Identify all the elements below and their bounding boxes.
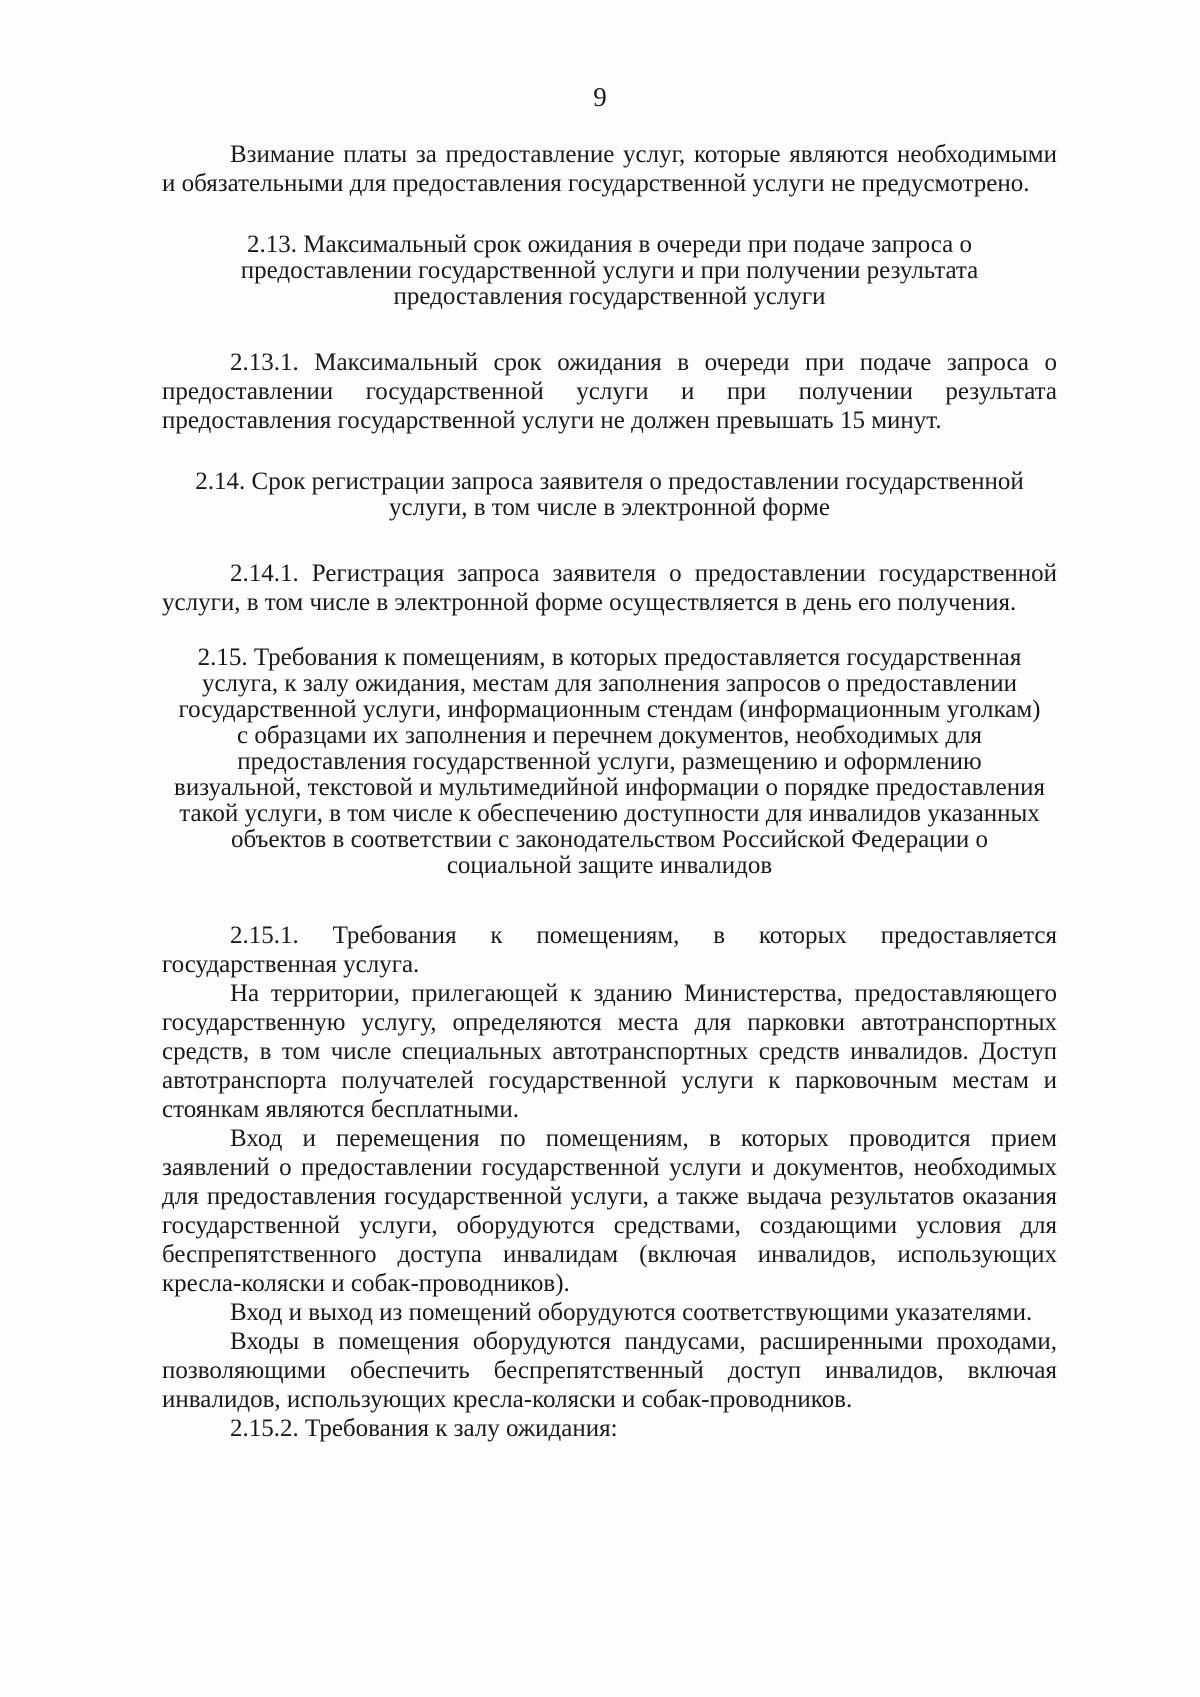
paragraph-2-15-1: 2.15.1. Требования к помещениям, в которых предоставляется государственная услуга.: [162, 922, 1057, 978]
page-number: 9: [593, 82, 607, 112]
paragraph-2-15-2: 2.15.2. Требования к залу ожидания:: [230, 1415, 618, 1442]
heading-2-14: 2.14. Срок регистрации запроса заявителя о предоставлении государственной услуги, в том числе в электронной форме: [195, 468, 1024, 521]
heading-2-13: 2.13. Максимальный срок ожидания в очереди при подаче запроса о предоставлении государственной услуги и при получении результата предоставления государственной услуги: [240, 231, 979, 310]
paragraph-signs: Вход и выход из помещений оборудуются соответствующими указателями.: [230, 1299, 1033, 1326]
paragraph-entrance: Вход и перемещения по помещениям, в которых проводится прием заявлений о предоставлении государственной услуги и документов, необходимых для предоставления государственной услуги, а также выдача результатов оказания государственной услуги, оборудуются средствами, создающими условия для беспрепятственного доступа инвалидам (включая инвалидов, использующих кресла-коляски и собак-проводников).: [162, 1125, 1057, 1297]
paragraph-ramps: Входы в помещения оборудуются пандусами, расширенными проходами, позволяющими обеспечить беспрепятственный доступ инвалидов, включая инвалидов, использующих кресла-коляски и собак-проводников.: [162, 1328, 1057, 1413]
heading-2-15: 2.15. Требования к помещениям, в которых предоставляется государственная услуга, к залу ожидания, местам для заполнения запросов о предоставлении государственной услуги, информационным стендам (информационным уголкам) с образцами их заполнения и перечнем документов, необходимых для предоставления государственной услуги, размещению и оформлению визуальной, текстовой и мультимедийной информации о порядке предоставления такой услуги, в том числе к обеспечению доступности для инвалидов указанных объектов в соответствии с законодательством Российской Федерации о социальной защите инвалидов: [174, 644, 1045, 879]
paragraph-2-14-1: 2.14.1. Регистрация запроса заявителя о предоставлении государственной услуги, в том числе в электронной форме осуществляется в день его получения.: [162, 560, 1057, 616]
document-body: [162, 140, 1057, 1443]
paragraph-fee: Взимание платы за предоставление услуг, которые являются необходимыми и обязательными для предоставления государственной услуги не предусмотрено.: [162, 141, 1057, 197]
paragraph-2-13-1: 2.13.1. Максимальный срок ожидания в очереди при подаче запроса о предоставлении государственной услуги и при получении результата предоставления государственной услуги не должен превышать 15 минут.: [162, 349, 1057, 434]
paragraph-parking: На территории, прилегающей к зданию Министерства, предоставляющего государственную услугу, определяются места для парковки автотранспортных средств, в том числе специальных автотранспортных средств инвалидов. Доступ автотранспорта получателей государственной услуги к парковочным местам и стоянкам являются бесплатными.: [162, 980, 1057, 1123]
